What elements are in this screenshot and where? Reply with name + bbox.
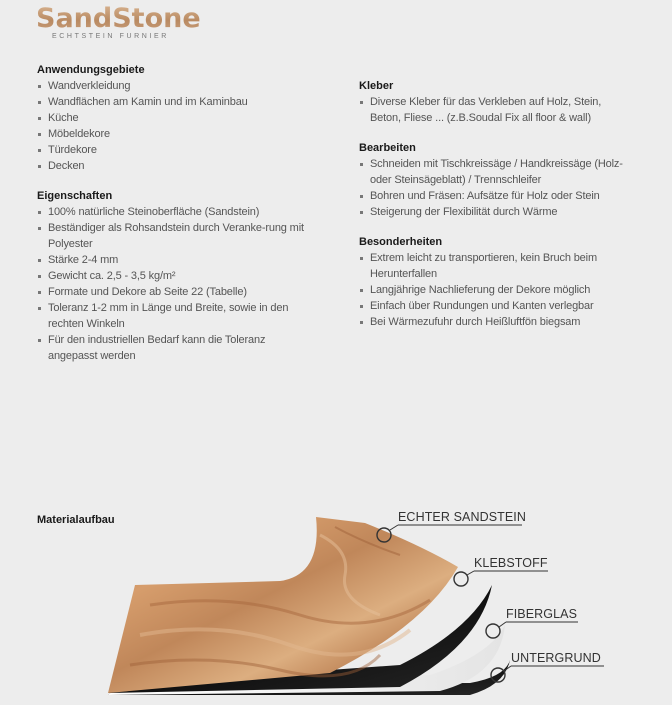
list-item: Möbeldekore — [37, 126, 312, 142]
material-title: Materialaufbau — [37, 514, 115, 526]
list-item: Langjährige Nachlieferung der Dekore möglich — [359, 282, 634, 298]
list-item: Toleranz 1-2 mm in Länge und Breite, sowie in den rechten Winkeln — [37, 300, 312, 332]
list-item: Beständiger als Rohsandstein durch Veranke-rung mit Polyester — [37, 220, 312, 252]
list-bearbeiten — [359, 156, 634, 220]
brand-tagline: ECHTSTEIN FURNIER — [52, 33, 169, 40]
list-besonderheiten — [359, 250, 634, 330]
heading-eigenschaften: Eigenschaften — [37, 190, 113, 202]
brand-logo — [36, 4, 201, 40]
list-item: Gewicht ca. 2,5 - 3,5 kg/m² — [37, 268, 312, 284]
list-item: 100% natürliche Steinoberfläche (Sandstein) — [37, 204, 312, 220]
list-item: Steigerung der Flexibilität durch Wärme — [359, 204, 634, 220]
callout-fiberglas — [486, 607, 578, 638]
list-item: Diverse Kleber für das Verkleben auf Holz, Stein, Beton, Fliese ... (z.B.Soudal Fix all floor & wall) — [359, 94, 634, 126]
list-eigenschaften — [37, 204, 312, 364]
list-item: Stärke 2-4 mm — [37, 252, 312, 268]
heading-bearbeiten: Bearbeiten — [359, 142, 416, 154]
right-column — [359, 78, 634, 344]
list-item: Extrem leicht zu transportieren, kein Bruch beim Herunterfallen — [359, 250, 634, 282]
left-column — [37, 62, 312, 378]
heading-kleber: Kleber — [359, 80, 394, 92]
list-item: Schneiden mit Tischkreissäge / Handkreissäge (Holz- oder Steinsägeblatt) / Trennschleifer — [359, 156, 634, 188]
list-item: Küche — [37, 110, 312, 126]
label-sandstein: ECHTER SANDSTEIN — [398, 510, 527, 524]
list-anwendungsgebiete — [37, 78, 312, 174]
callout-klebstoff — [454, 556, 548, 586]
heading-anwendungsgebiete: Anwendungsgebiete — [37, 64, 145, 76]
material-layer-diagram — [0, 505, 672, 705]
list-item: Bohren und Fräsen: Aufsätze für Holz oder Stein — [359, 188, 634, 204]
list-item: Einfach über Rundungen und Kanten verlegbar — [359, 298, 634, 314]
list-item: Decken — [37, 158, 312, 174]
list-item: Türdekore — [37, 142, 312, 158]
list-item: Formate und Dekore ab Seite 22 (Tabelle) — [37, 284, 312, 300]
label-klebstoff: KLEBSTOFF — [474, 556, 548, 570]
callout-sandstein — [377, 510, 526, 542]
label-untergrund: UNTERGRUND — [511, 651, 601, 665]
list-item: Bei Wärmezufuhr durch Heißluftfön biegsam — [359, 314, 634, 330]
brand-name: SandStone — [36, 3, 201, 34]
heading-besonderheiten: Besonderheiten — [359, 236, 443, 248]
list-item: Wandverkleidung — [37, 78, 312, 94]
label-fiberglas: FIBERGLAS — [506, 607, 578, 621]
list-item: Wandflächen am Kamin und im Kaminbau — [37, 94, 312, 110]
list-item: Für den industriellen Bedarf kann die Toleranz angepasst werden — [37, 332, 312, 364]
list-kleber — [359, 94, 634, 126]
